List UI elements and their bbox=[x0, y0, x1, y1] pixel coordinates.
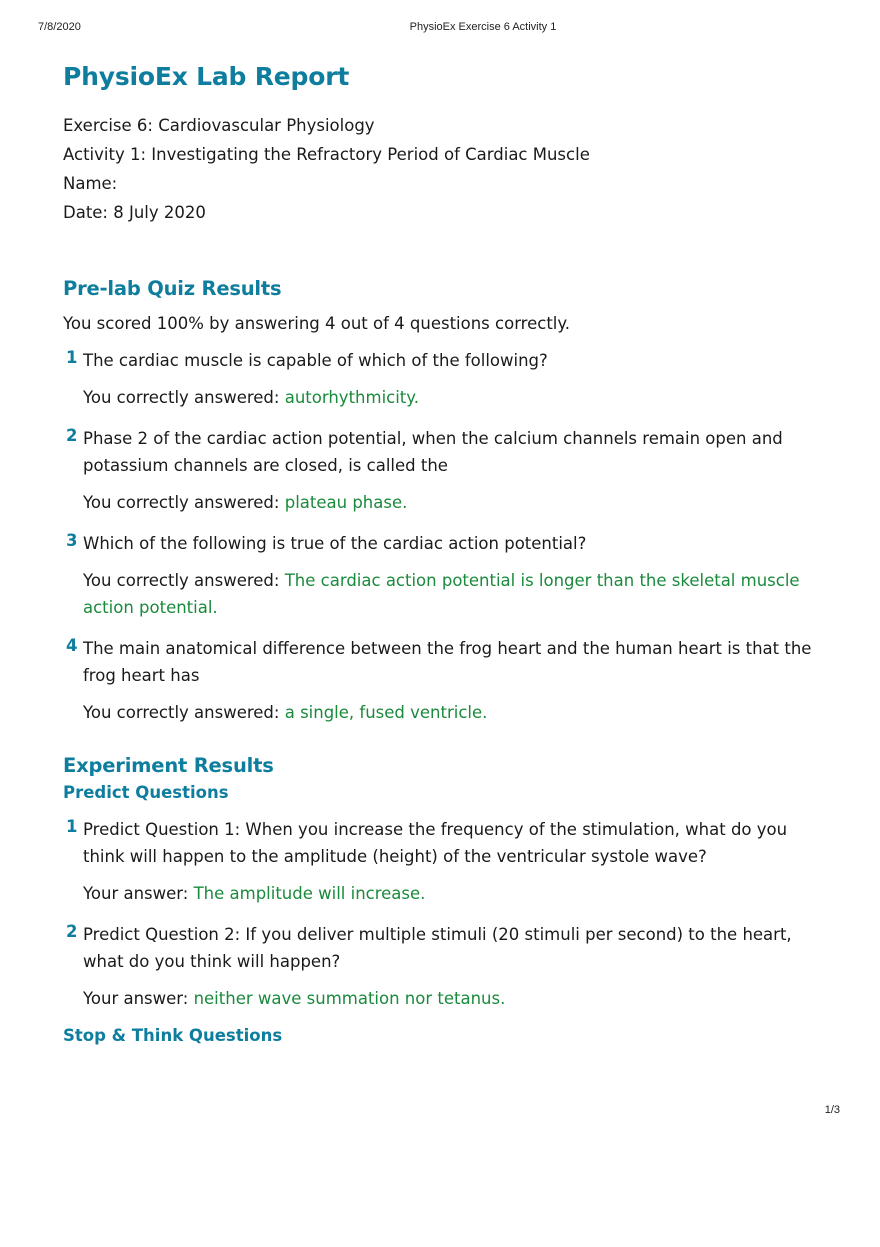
prelab-question bbox=[63, 530, 833, 621]
answer-value: The amplitude will increase. bbox=[193, 884, 426, 903]
print-date: 7/8/2020 bbox=[38, 21, 81, 33]
question-text: Phase 2 of the cardiac action potential, when the calcium channels remain open and potassium channels are closed, is called the bbox=[83, 429, 783, 475]
name-line: Name: bbox=[63, 174, 118, 193]
question-number: 2 bbox=[66, 426, 78, 445]
question-text: The main anatomical difference between the frog heart and the human heart is that the frog heart has bbox=[83, 639, 812, 685]
question-answer bbox=[83, 699, 833, 726]
question-text: Predict Question 2: If you deliver multiple stimuli (20 stimuli per second) to the heart, what do you think will happen? bbox=[83, 925, 792, 971]
question-answer bbox=[83, 985, 833, 1012]
question-answer bbox=[83, 384, 833, 411]
report-title: PhysioEx Lab Report bbox=[63, 62, 350, 91]
question-number: 3 bbox=[66, 531, 78, 550]
stop-think-heading: Stop & Think Questions bbox=[63, 1026, 283, 1045]
question-number: 4 bbox=[66, 636, 78, 655]
answer-value: autorhythmicity. bbox=[284, 388, 419, 407]
question-answer bbox=[83, 489, 833, 516]
question-answer bbox=[83, 880, 833, 907]
question-number: 2 bbox=[66, 922, 78, 941]
question-number: 1 bbox=[66, 348, 78, 367]
answer-prefix: You correctly answered: bbox=[83, 388, 285, 407]
answer-prefix: You correctly answered: bbox=[83, 703, 285, 722]
report-meta bbox=[63, 111, 833, 227]
answer-prefix: You correctly answered: bbox=[83, 493, 285, 512]
question-text: Which of the following is true of the cardiac action potential? bbox=[83, 534, 587, 553]
question-answer bbox=[83, 567, 833, 621]
page-number: 1/3 bbox=[824, 1104, 840, 1116]
prelab-question bbox=[63, 635, 833, 726]
answer-value: plateau phase. bbox=[284, 493, 408, 512]
prelab-heading: Pre-lab Quiz Results bbox=[63, 277, 282, 300]
answer-value: neither wave summation nor tetanus. bbox=[193, 989, 506, 1008]
answer-value: a single, fused ventricle. bbox=[284, 703, 488, 722]
report-body bbox=[63, 62, 833, 1045]
prelab-score: You scored 100% by answering 4 out of 4 questions correctly. bbox=[63, 314, 571, 333]
prelab-question bbox=[63, 347, 833, 411]
question-text: Predict Question 1: When you increase the frequency of the stimulation, what do you think will happen to the amplitude (height) of the ventricular systole wave? bbox=[83, 820, 788, 866]
answer-prefix: Your answer: bbox=[83, 884, 194, 903]
print-title: PhysioEx Exercise 6 Activity 1 bbox=[409, 21, 557, 33]
prelab-question bbox=[63, 425, 833, 516]
question-text: The cardiac muscle is capable of which of the following? bbox=[83, 351, 548, 370]
predict-heading: Predict Questions bbox=[63, 783, 229, 802]
activity-line: Activity 1: Investigating the Refractory Period of Cardiac Muscle bbox=[63, 145, 590, 164]
experiment-heading: Experiment Results bbox=[63, 754, 274, 777]
date-line: Date: 8 July 2020 bbox=[63, 203, 206, 222]
exercise-line: Exercise 6: Cardiovascular Physiology bbox=[63, 116, 375, 135]
answer-prefix: You correctly answered: bbox=[83, 571, 285, 590]
predict-question bbox=[63, 921, 833, 1012]
answer-value: The cardiac action potential is longer than the skeletal muscle action potential. bbox=[83, 571, 800, 617]
question-number: 1 bbox=[66, 817, 78, 836]
predict-question bbox=[63, 816, 833, 907]
answer-prefix: Your answer: bbox=[83, 989, 194, 1008]
